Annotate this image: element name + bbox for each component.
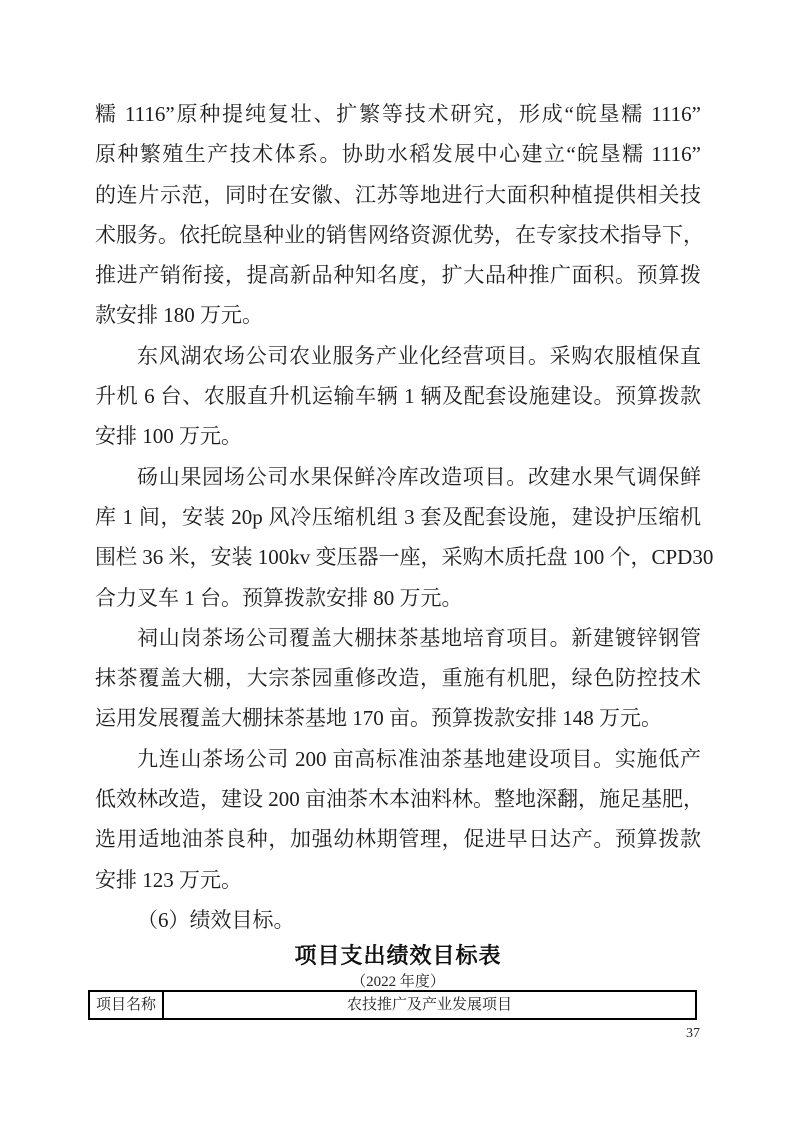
text-line: 款安排 180 万元。: [95, 303, 263, 328]
text-line: 抹茶覆盖大棚，大宗茶园重修改造，重施有机肥，绿色防控技术: [95, 666, 701, 691]
page-number: 37: [686, 1026, 700, 1041]
text-line: 九连山茶场公司 200 亩高标准油茶基地建设项目。实施低产: [137, 746, 701, 771]
text-line: 安排 123 万元。: [95, 867, 242, 892]
text-line: 选用适地油茶良种，加强幼林期管理，促进早日达产。预算拨款: [95, 827, 701, 852]
text-line: 的连片示范，同时在安徽、江苏等地进行大面积种植提供相关技: [95, 182, 701, 207]
text-line: 围栏 36 米，安装 100kv 变压器一座，采购木质托盘 100 个，CPD30: [95, 545, 714, 570]
table-row: [89, 991, 696, 1019]
performance-goal-table: [88, 990, 697, 1020]
text-line: 库 1 间，安装 20p 风冷压缩机组 3 套及配套设施，建设护压缩机: [95, 504, 701, 529]
project-name-label-cell: 项目名称: [89, 991, 163, 1019]
text-line: 砀山果园场公司水果保鲜冷库改造项目。改建水果气调保鲜: [137, 464, 701, 489]
text-line: 祠山岗茶场公司覆盖大棚抹茶基地培育项目。新建镀锌钢管: [137, 625, 701, 650]
text-line: 术服务。依托皖垦种业的销售网络资源优势，在专家技术指导下，: [95, 222, 704, 247]
text-line: 运用发展覆盖大棚抹茶基地 170 亩。预算拨款安排 148 万元。: [95, 706, 662, 731]
performance-table-year: （2022 年度）: [351, 974, 445, 991]
text-line: 升机 6 台、农服直升机运输车辆 1 辆及配套设施建设。预算拨款: [95, 384, 701, 409]
document-body: [95, 94, 714, 994]
performance-table-title: 项目支出绩效目标表: [294, 943, 502, 969]
project-name-value-cell: 农技推广及产业发展项目: [163, 991, 696, 1019]
text-line: 推进产销衔接，提高新品种知名度，扩大品种推广面积。预算拨: [95, 263, 701, 288]
text-line: 原种繁殖生产技术体系。协助水稻发展中心建立“皖垦糯 1116”: [95, 142, 701, 167]
text-line: 东风湖农场公司农业服务产业化经营项目。采购农服植保直: [137, 343, 701, 368]
text-line: 安排 100 万元。: [95, 424, 242, 449]
text-line: 合力叉车 1 台。预算拨款安排 80 万元。: [95, 585, 463, 610]
text-line: （6）绩效目标。: [137, 907, 295, 932]
text-line: 低效林改造，建设 200 亩油茶木本油料林。整地深翻，施足基肥，: [95, 787, 704, 812]
text-line: 糯 1116”原种提纯复壮、扩繁等技术研究，形成“皖垦糯 1116”: [95, 102, 701, 126]
